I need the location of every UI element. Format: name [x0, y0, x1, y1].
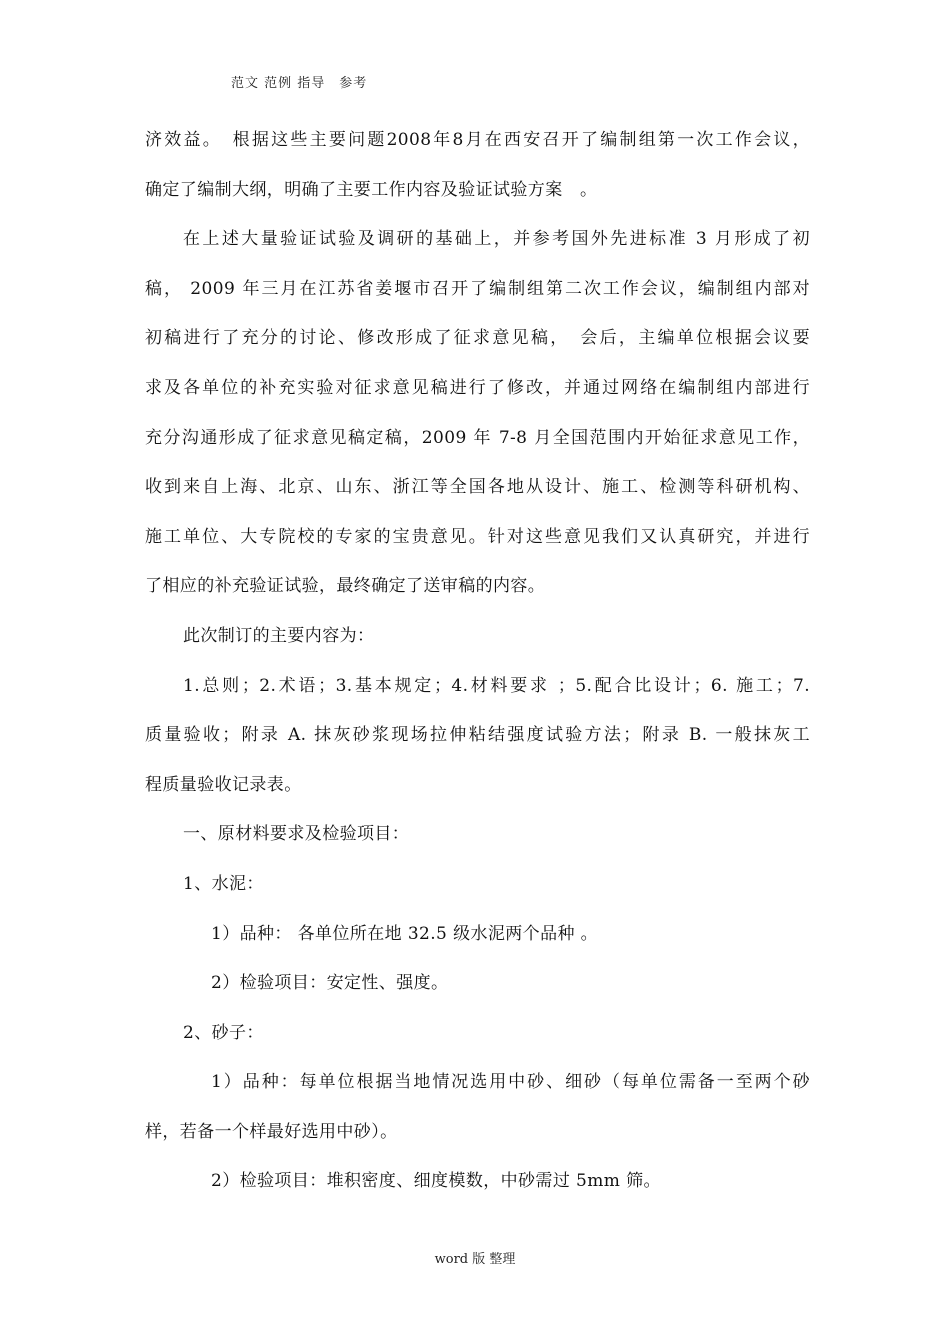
list-item: 1）品种：每单位根据当地情况选用中砂、细砂（每单位需备一至两个砂: [211, 1072, 810, 1093]
page-header: 范文 范例 指导 参考: [231, 76, 368, 91]
contents-list-line: 1.总则；2.术语；3.基本规定；4.材料要求 ；5.配合比设计；6. 施工；7.: [183, 675, 810, 696]
subsection-heading-cement: 1、水泥：: [183, 873, 264, 894]
paragraph-line: 收到来自上海、北京、山东、浙江等全国各地从设计、施工、检测等科研机构、: [145, 477, 810, 498]
paragraph-line: 充分沟通形成了征求意见稿定稿，2009 年 7-8 月全国范围内开始征求意见工作，: [145, 427, 810, 448]
list-item: 2）检验项目：安定性、强度。: [211, 973, 449, 994]
list-item: 1）品种： 各单位所在地 32.5 级水泥两个品种 。: [211, 923, 599, 944]
contents-list-line: 质量验收；附录 A. 抹灰砂浆现场拉伸粘结强度试验方法；附录 B. 一般抹灰工: [145, 725, 810, 746]
page-footer: word 版 整理: [434, 1252, 516, 1267]
paragraph-line: 求及各单位的补充实验对征求意见稿进行了修改，并通过网络在编制组内部进行: [145, 377, 810, 398]
paragraph-line: 济效益。 根据这些主要问题2008年8月在西安召开了编制组第一次工作会议，: [145, 130, 810, 150]
paragraph-line: 施工单位、大专院校的专家的宝贵意见。针对这些意见我们又认真研究，并进行: [145, 526, 810, 547]
list-item: 2）检验项目：堆积密度、细度模数，中砂需过 5mm 筛。: [211, 1171, 661, 1192]
document-body: [145, 122, 810, 1213]
paragraph-line: 在上述大量验证试验及调研的基础上，并参考国外先进标准 3 月形成了初: [183, 229, 810, 250]
paragraph-line: 了相应的补充验证试验，最终确定了送审稿的内容。: [145, 576, 546, 597]
paragraph-line: 稿， 2009 年三月在江苏省姜堰市召开了编制组第二次工作会议，编制组内部对: [145, 278, 810, 299]
section-intro: 此次制订的主要内容为：: [183, 625, 375, 646]
contents-list-line: 程质量验收记录表。: [145, 774, 302, 795]
list-item-continuation: 样，若备一个样最好选用中砂）。: [145, 1121, 398, 1142]
paragraph-line: 确定了编制大纲，明确了主要工作内容及验证试验方案 。: [145, 179, 598, 200]
subsection-heading-sand: 2、砂子：: [183, 1022, 264, 1043]
paragraph-line: 初稿进行了充分的讨论、修改形成了征求意见稿， 会后，主编单位根据会议要: [145, 328, 810, 349]
section-heading: 一、原材料要求及检验项目：: [183, 824, 410, 845]
